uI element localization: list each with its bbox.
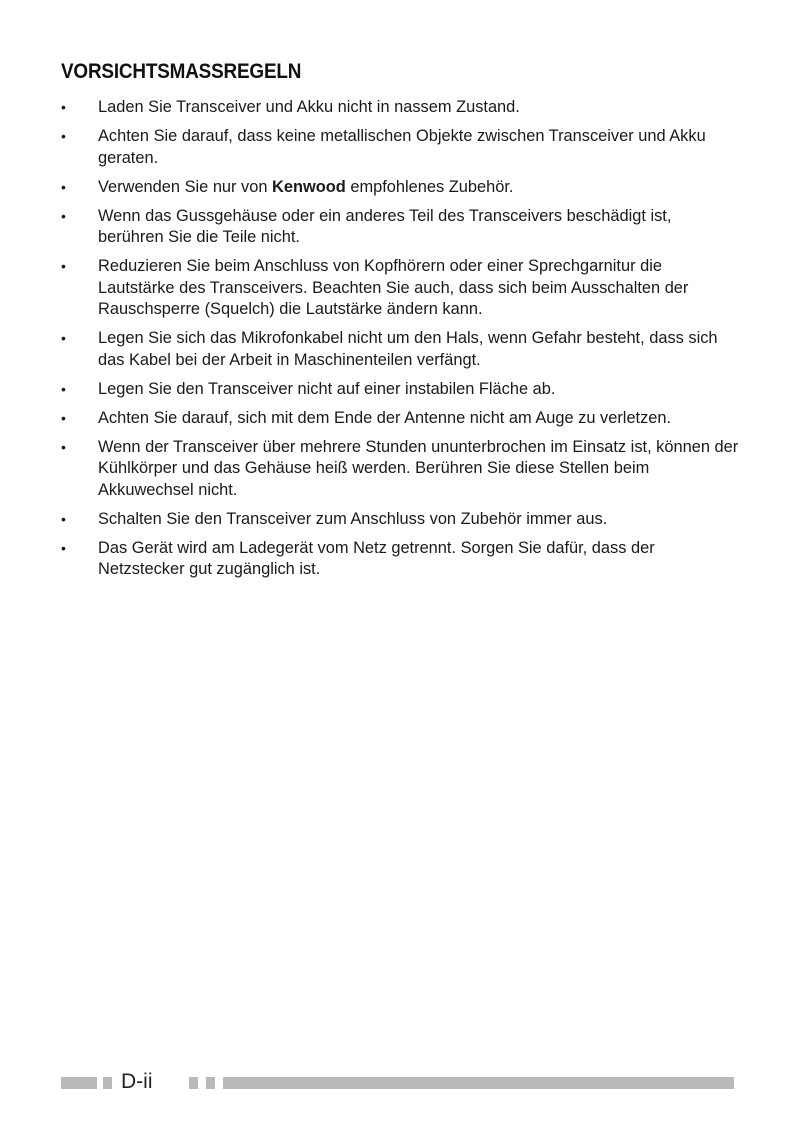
page-title: VORSICHTSMASSREGELN xyxy=(61,60,302,83)
bullet-icon: • xyxy=(61,128,66,144)
item-text: Laden Sie Transceiver und Akku nicht in nassem Zustand. xyxy=(98,98,520,116)
list-item xyxy=(61,379,741,401)
item-text: Reduzieren Sie beim Anschluss von Kopfhörern oder einer Sprechgarnitur die Lautstärke des Transceivers. Beachten Sie auch, dass sich beim Ausschalten der Rauschsperre (Squelch) die Lautstärke ändern kann. xyxy=(98,257,689,318)
page-footer xyxy=(61,1070,734,1094)
bullet-icon: • xyxy=(61,438,66,455)
item-text: Das Gerät wird am Ladegerät vom Netz getrennt. Sorgen Sie dafür, dass der Netzstecker gut zugänglich ist. xyxy=(98,538,655,578)
footer-bar-segment xyxy=(103,1077,112,1089)
page-number: D-ii xyxy=(121,1070,153,1093)
list-item xyxy=(61,437,741,502)
brand-name: Kenwood xyxy=(272,177,346,196)
list-item xyxy=(61,177,741,199)
list-item xyxy=(61,256,741,321)
bullet-icon: • xyxy=(61,99,66,115)
footer-bar-segment xyxy=(206,1077,215,1089)
item-text-after: empfohlenes Zubehör. xyxy=(345,177,514,196)
list-item xyxy=(61,509,741,531)
bullet-icon: • xyxy=(61,330,66,346)
list-item xyxy=(61,126,741,169)
bullet-icon: • xyxy=(61,510,66,527)
item-text: Achten Sie darauf, dass keine metallischen Objekte zwischen Transceiver und Akku geraten. xyxy=(98,127,706,167)
bullet-icon: • xyxy=(61,258,66,274)
item-text: Wenn der Transceiver über mehrere Stunden ununterbrochen im Einsatz ist, können der Kühlkörper und das Gehäuse heiß werden. Berühren Sie diese Stellen beim Akkuwechsel nicht. xyxy=(98,437,739,499)
list-item xyxy=(61,328,741,371)
item-text: Schalten Sie den Transceiver zum Anschluss von Zubehör immer aus. xyxy=(98,509,608,528)
item-text: Wenn das Gussgehäuse oder ein anderes Teil des Transceivers beschädigt ist, berühren Sie die Teile nicht. xyxy=(98,206,672,246)
list-item xyxy=(61,97,741,119)
list-item xyxy=(61,538,741,581)
footer-bar-segment xyxy=(61,1077,97,1089)
item-text: Legen Sie sich das Mikrofonkabel nicht um den Hals, wenn Gefahr besteht, dass sich das Kabel bei der Arbeit in Maschinenteilen verfängt. xyxy=(98,329,718,369)
precautions-list xyxy=(61,97,741,588)
bullet-icon: • xyxy=(61,207,66,224)
list-item xyxy=(61,408,741,430)
item-text: Achten Sie darauf, sich mit dem Ende der Antenne nicht am Auge zu verletzen. xyxy=(98,408,672,427)
footer-bar xyxy=(223,1077,734,1089)
item-text: Verwenden Sie nur von xyxy=(98,177,273,196)
bullet-icon: • xyxy=(61,178,66,195)
item-text: Legen Sie den Transceiver nicht auf einer instabilen Fläche ab. xyxy=(98,379,556,398)
bullet-icon: • xyxy=(61,539,66,556)
footer-bar-segment xyxy=(189,1077,198,1089)
bullet-icon: • xyxy=(61,409,66,426)
list-item xyxy=(61,206,741,249)
bullet-icon: • xyxy=(61,380,66,397)
